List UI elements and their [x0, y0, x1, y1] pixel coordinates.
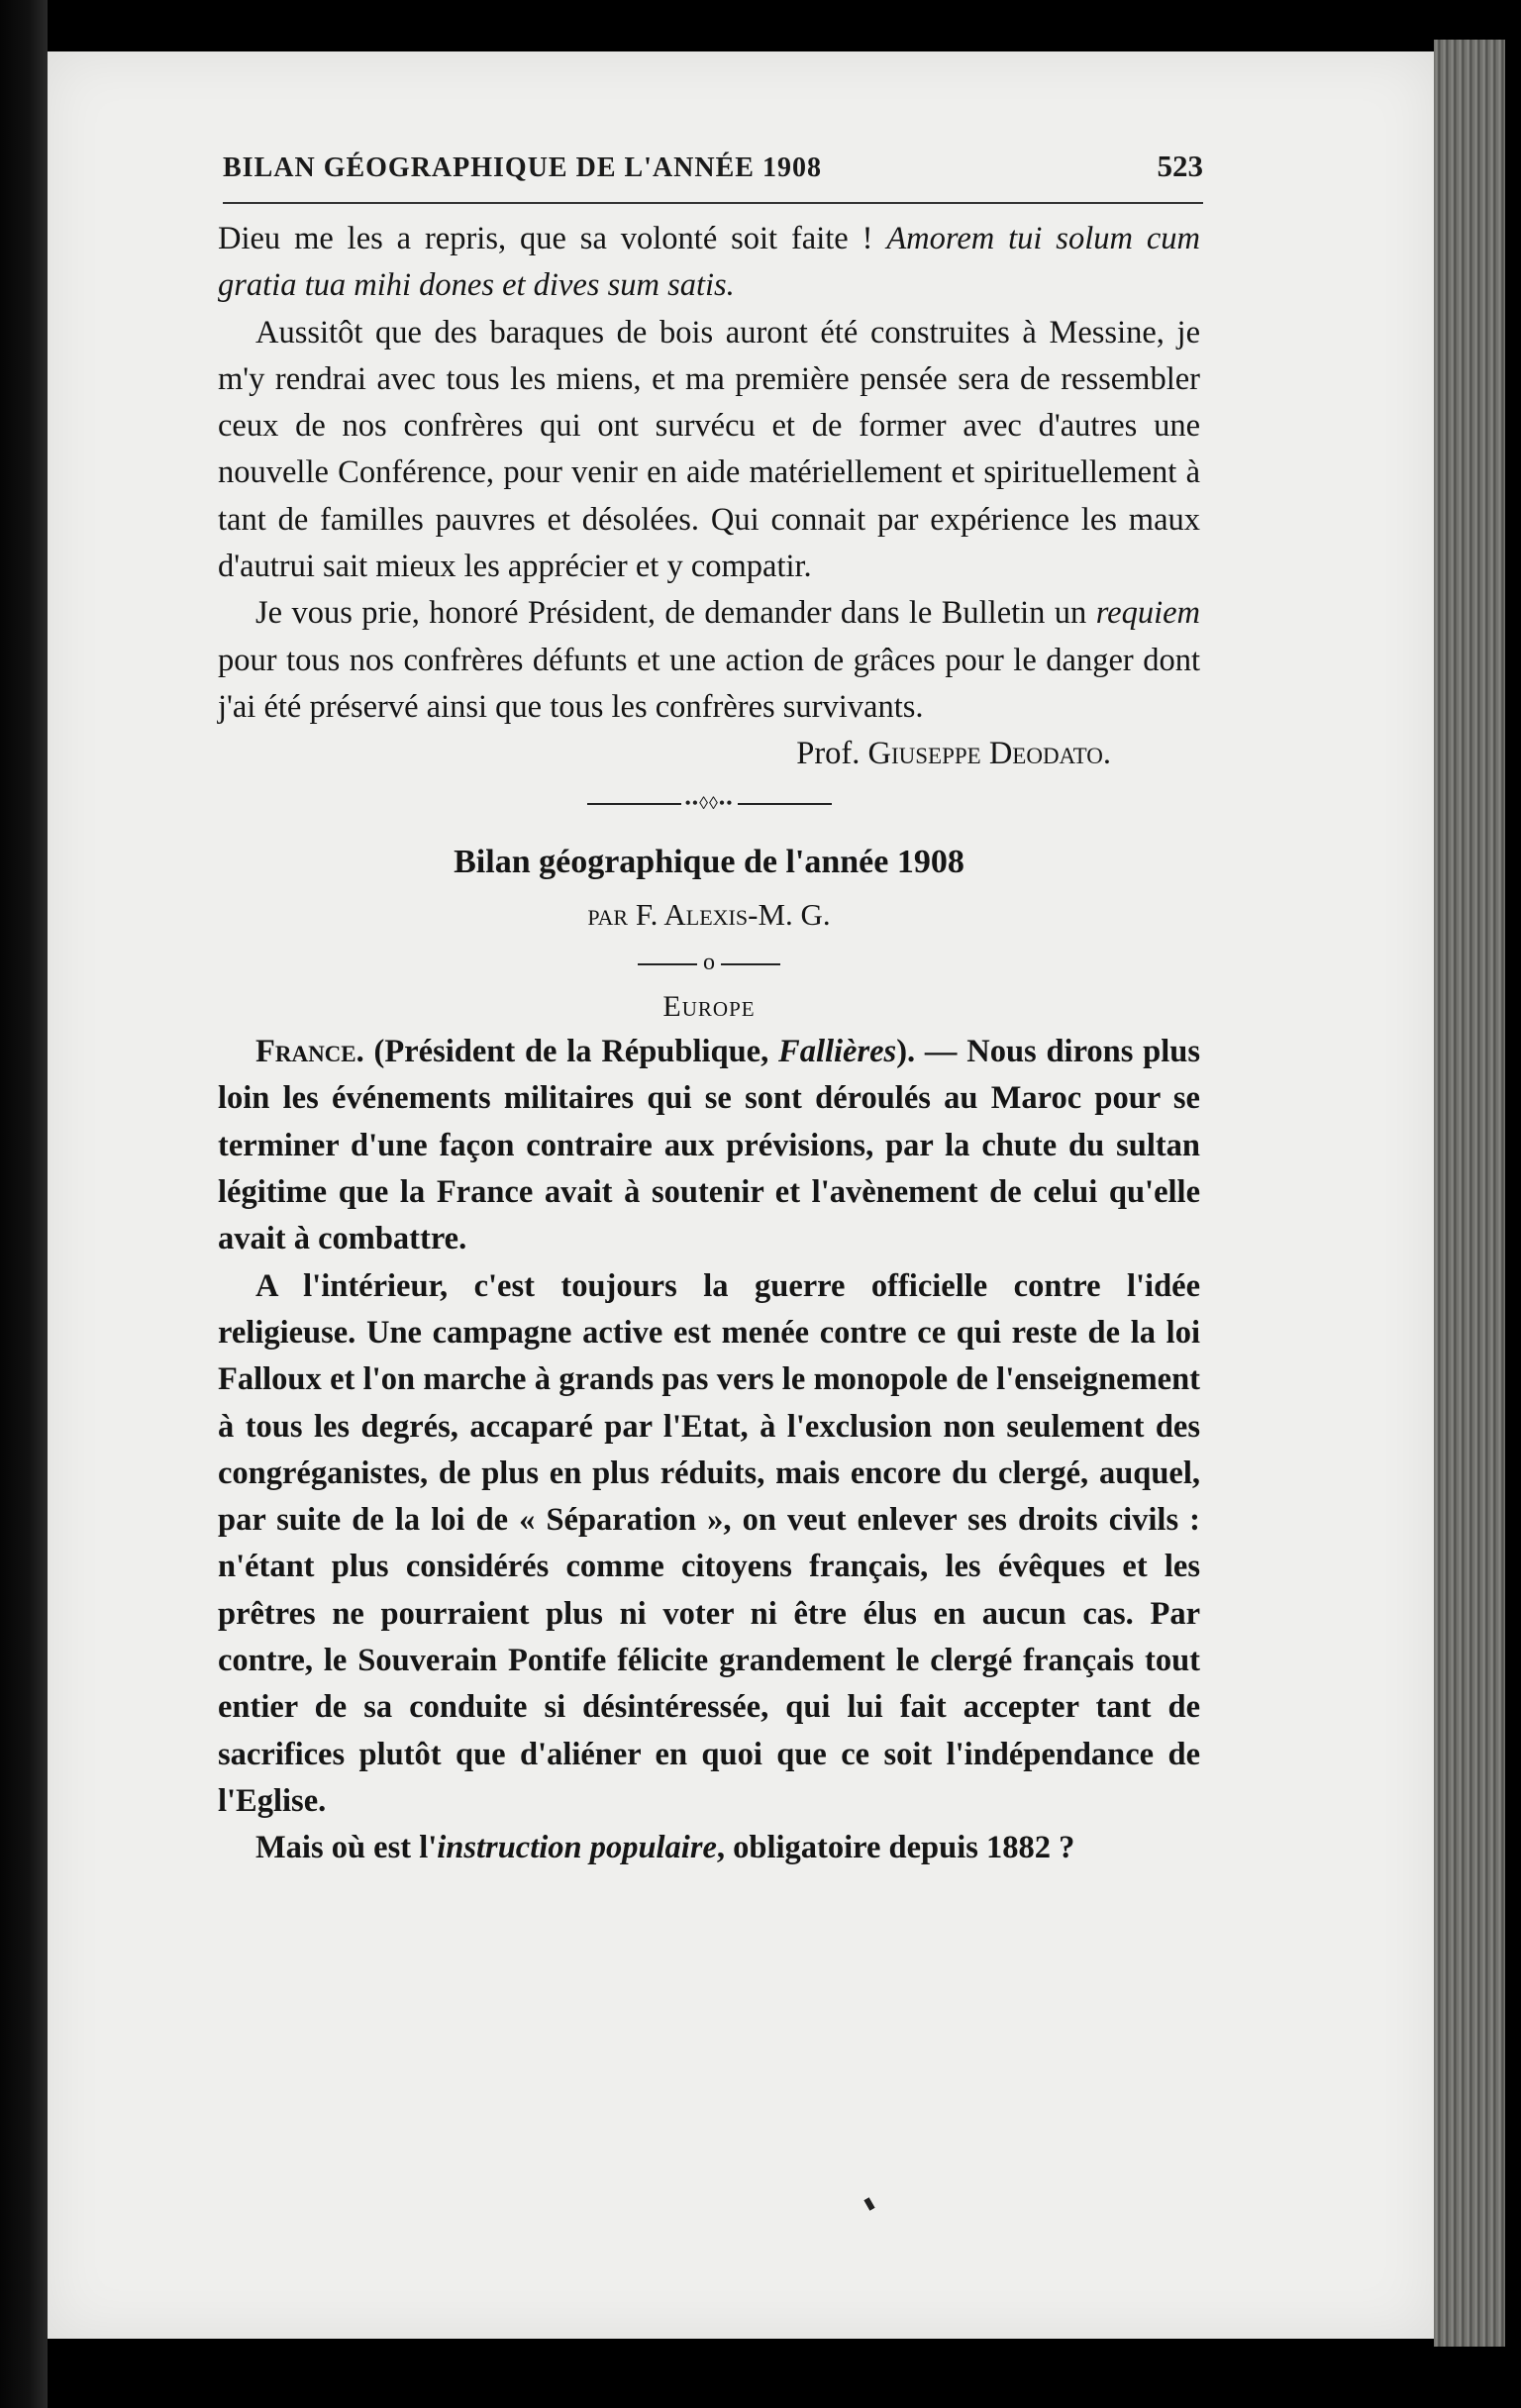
- byline: [218, 890, 1200, 940]
- latin-quote: Amorem tui solum cum gratia tua mihi dones et dives sum satis.: [218, 221, 1200, 304]
- article-paragraph-3: [218, 1825, 1200, 1871]
- divider-line-right: [738, 803, 832, 805]
- scan-edge-left: [0, 0, 48, 2408]
- divider-line-left: [587, 803, 681, 805]
- byline-author: F. Alexis-M. G.: [635, 897, 831, 933]
- break-mark: o: [703, 950, 715, 976]
- subhead-europe: Europe: [662, 990, 756, 1024]
- article-text: ). — Nous dirons plus loin les événements militaires qui se sont déroulés au Maroc pour se terminer d'une façon contraire aux prévisions, par la chute du sultan légitime que la France avait à soutenir et l'avènement de celui qu'elle avait à combattre.: [218, 1034, 1201, 1257]
- letter-text: pour tous nos confrères défunts et une action de grâces pour le danger dont j'ai été préservé ainsi que tous les confrères survivants.: [218, 642, 1200, 725]
- break-line-right: [721, 963, 780, 965]
- article-text: (Président de la République,: [363, 1034, 779, 1070]
- signature-name: Giuseppe Deodato.: [867, 736, 1111, 772]
- page-edges: [1434, 40, 1505, 2347]
- article-body: [218, 1029, 1200, 1871]
- country-label: France.: [255, 1034, 364, 1070]
- signature-prefix: Prof.: [796, 736, 868, 772]
- article-paragraph-2: A l'intérieur, c'est toujours la guerre officielle contre l'idée religieuse. Une campagne active est menée contre ce qui reste de la loi Falloux et l'on marche à grands pas vers le monopole de l'enseignement à tous les degrés, accaparé par l'Etat, à l'exclusion non seulement des congréganistes, de plus en plus réduits, mais encore du clergé, auquel, par suite de la loi de « Séparation », on veut enlever ses droits civils : n'étant plus considérés comme citoyens français, les évêques et les prêtres ne pourraient plus ni voter ni être élus en aucun cas. Par contre, le Souverain Pontife félicite grandement le clergé français tout entier de sa conduite si désintéressée, qui lui fait accepter tant de sacrifices plutôt que d'aliéner en quoi que ce soit l'indépendance de l'Eglise.: [218, 1267, 1200, 1819]
- emphasis-phrase: instruction populaire: [437, 1830, 717, 1866]
- header-rule: [223, 202, 1203, 204]
- article-paragraph-1: [218, 1029, 1200, 1262]
- section-title: Bilan géographique de l'année 1908: [454, 844, 964, 881]
- letter-paragraph-2: Aussitôt que des baraques de bois auront été construites à Messine, je m'y rendrai avec tous les miens, et ma première pensée sera de ressembler ceux de nos confrères qui ont survécu et de former avec d'autres une nouvelle Conférence, pour venir en aide matériellement et spirituellement à tant de familles pauvres et désolées. Qui connait par expérience les maux d'autrui sait mieux les apprécier et y compatir.: [218, 314, 1200, 585]
- section-break: [218, 940, 1200, 985]
- letter-paragraph-3: [218, 590, 1200, 731]
- president-name: Fallières: [778, 1034, 897, 1070]
- break-line-left: [638, 963, 697, 965]
- page-number: 523: [1157, 149, 1203, 183]
- letter-paragraph-1: [218, 216, 1200, 310]
- divider-ornament: ••◊◊••: [684, 792, 734, 813]
- page-body: [218, 216, 1200, 1872]
- running-title: BILAN GÉOGRAPHIQUE DE L'ANNÉE 1908: [223, 152, 822, 183]
- ornamental-divider: [218, 778, 1200, 828]
- article-text: Mais où est l': [255, 1830, 438, 1866]
- signature: [218, 731, 1200, 777]
- byline-prefix: par: [587, 897, 629, 933]
- letter-text: Dieu me les a repris, que sa volonté soit faite !: [218, 221, 887, 256]
- requiem-word: requiem: [1095, 595, 1200, 632]
- letter-text: Je vous prie, honoré Président, de demander dans le Bulletin un: [255, 595, 1096, 632]
- article-text: , obligatoire depuis 1882 ?: [716, 1830, 1075, 1866]
- running-header: [223, 149, 1203, 192]
